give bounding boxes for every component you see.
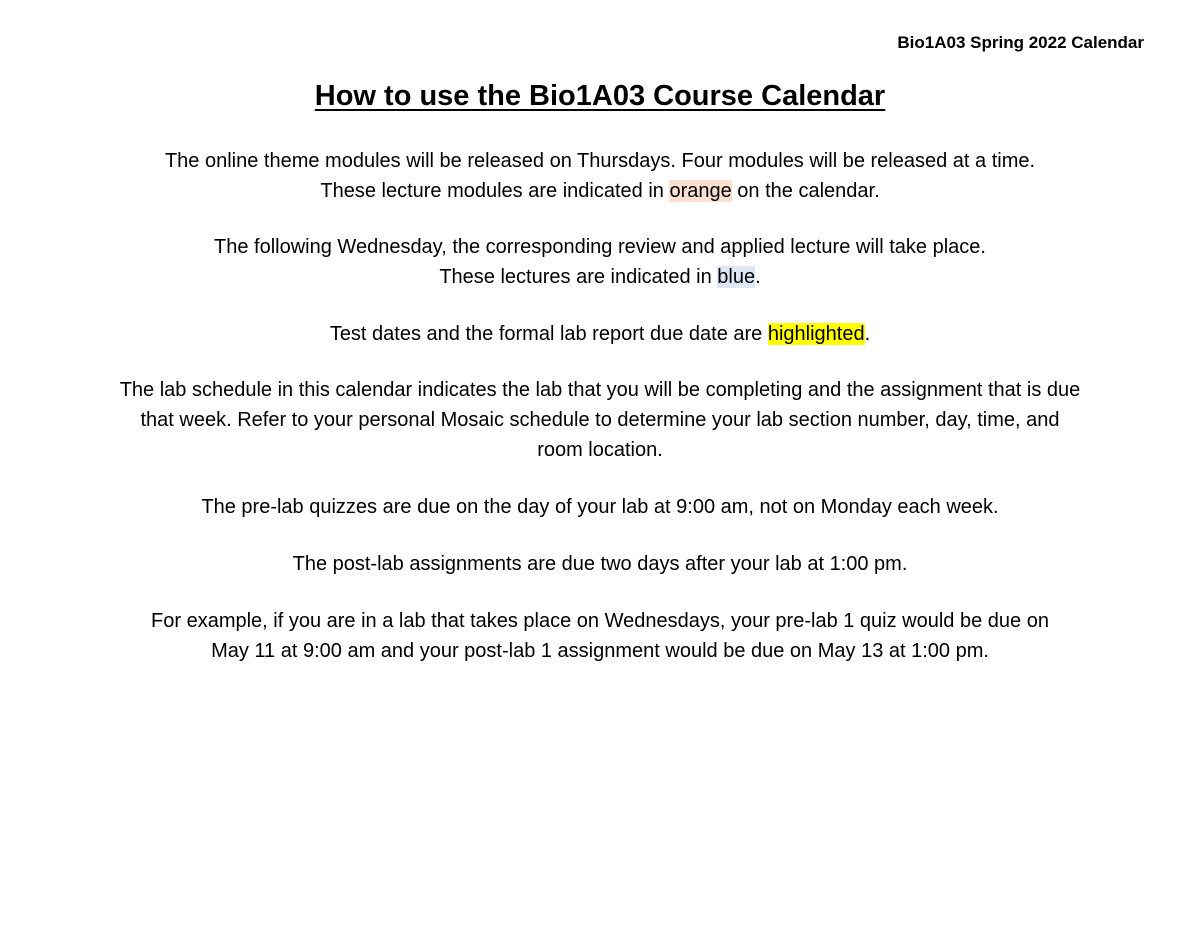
blue-highlight: blue — [717, 266, 756, 288]
modules-line-2-text-after: on the calendar. — [731, 180, 880, 202]
modules-line-2 — [60, 176, 1140, 206]
prelab-line-1: The pre-lab quizzes are due on the day of your lab at 9:00 am, not on Monday each week. — [201, 496, 999, 518]
orange-highlight: orange — [669, 180, 732, 202]
example-line-1: For example, if you are in a lab that takes place on Wednesdays, your pre-lab 1 quiz would be due on — [151, 610, 1049, 632]
lectures-line-2-text-before: These lectures are indicated in — [439, 266, 718, 288]
lab-schedule-line-2: that week. Refer to your personal Mosaic schedule to determine your lab section number, day, time, and — [140, 409, 1060, 431]
lectures-paragraph — [60, 232, 1140, 292]
modules-line-1: The online theme modules will be released on Thursdays. Four modules will be released at a time. — [164, 150, 1036, 172]
example-paragraph — [60, 606, 1140, 666]
page-header: Bio1A03 Spring 2022 Calendar — [897, 33, 1144, 52]
modules-line-2-text-before: These lecture modules are indicated in — [320, 180, 670, 202]
modules-paragraph — [60, 146, 1140, 206]
prelab-paragraph — [60, 492, 1140, 522]
lab-schedule-line-1: The lab schedule in this calendar indicates the lab that you will be completing and the assignment that is due — [119, 379, 1081, 401]
lectures-line-2-text-after: . — [755, 266, 761, 288]
postlab-line-1: The post-lab assignments are due two days after your lab at 1:00 pm. — [292, 553, 908, 575]
lectures-line-1: The following Wednesday, the corresponding review and applied lecture will take place. — [214, 236, 986, 258]
tests-line-1-text-before: Test dates and the formal lab report due date are — [329, 323, 768, 345]
yellow-highlight: highlighted — [767, 323, 865, 345]
tests-line-1 — [60, 319, 1140, 349]
lab-schedule-line-3: room location. — [537, 439, 663, 461]
lab-schedule-paragraph — [60, 375, 1140, 465]
lectures-line-2 — [60, 262, 1140, 292]
postlab-paragraph — [60, 549, 1140, 579]
example-line-2: May 11 at 9:00 am and your post-lab 1 assignment would be due on May 13 at 1:00 pm. — [211, 640, 989, 662]
tests-paragraph — [60, 319, 1140, 349]
tests-line-1-text-after: . — [864, 323, 871, 345]
page-title: How to use the Bio1A03 Course Calendar — [314, 80, 886, 112]
